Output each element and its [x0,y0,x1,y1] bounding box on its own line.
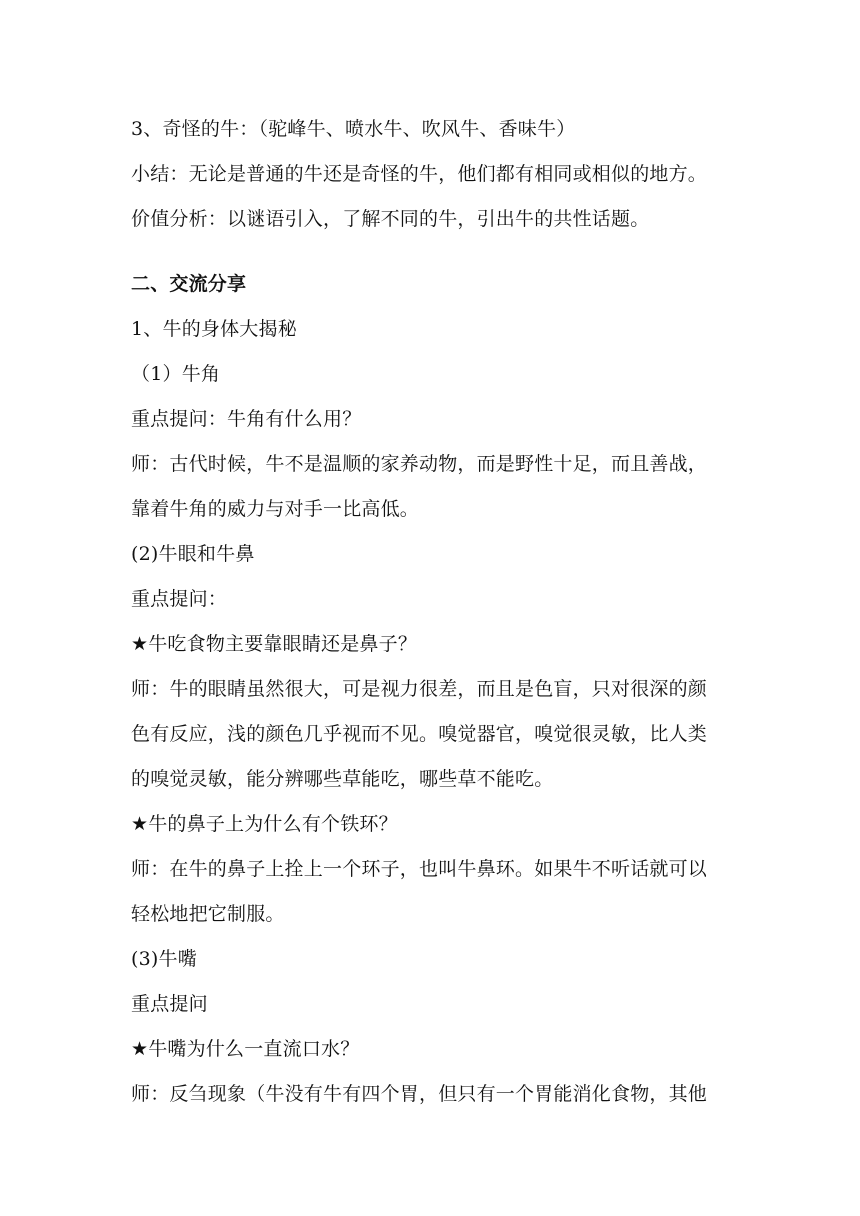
teacher-text-ring-2: 轻松地把它制服。 [131,903,285,925]
question-eye-or-nose: ★牛吃食物主要靠眼睛还是鼻子？ [131,633,418,655]
teacher-text-rumination: 师：反刍现象（牛没有牛有四个胃，但只有一个胃能消化食物，其他 [131,1083,708,1105]
text-line-summary: 小结：无论是普通的牛还是奇怪的牛，他们都有相同或相似的地方。 [131,163,708,185]
teacher-text-ring-1: 师：在牛的鼻子上拴上一个环子，也叫牛鼻环。如果牛不听话就可以 [131,858,708,880]
key-question-mouth: 重点提问 [131,993,208,1015]
text-line-value-analysis: 价值分析：以谜语引入，了解不同的牛，引出牛的共性话题。 [131,208,650,230]
teacher-text-eye-2: 色有反应，浅的颜色几乎视而不见。嗅觉器官，嗅觉很灵敏，比人类 [131,723,708,745]
star-bullet-icon: ★ [131,633,149,655]
teacher-text-eye-3: 的嗅觉灵敏，能分辨哪些草能吃，哪些草不能吃。 [131,768,554,790]
section-heading-exchange-share: 二、交流分享 [131,273,247,295]
key-question-label: 重点提问： [131,588,228,610]
teacher-text-horn-1: 师：古代时候，牛不是温顺的家养动物，而是野性十足，而且善战， [131,453,708,475]
star-bullet-icon: ★ [131,813,149,835]
question-drool: ★牛嘴为什么一直流口水？ [131,1038,360,1060]
teacher-text-horn-2: 靠着牛角的威力与对手一比高低。 [131,498,420,520]
subsection-cattle-body: 1、牛的身体大揭秘 [131,318,297,340]
item-horn: （1）牛角 [131,363,221,385]
item-eye-nose: (2)牛眼和牛鼻 [131,543,255,565]
question-nose-ring: ★牛的鼻子上为什么有个铁环？ [131,813,398,835]
text-line-strange-cattle: 3、奇怪的牛：（驼峰牛、喷水牛、吹风牛、香味牛） [131,118,576,140]
star-bullet-icon: ★ [131,1038,149,1060]
teacher-text-eye-1: 师：牛的眼睛虽然很大，可是视力很差，而且是色盲，只对很深的颜 [131,678,708,700]
key-question-horn: 重点提问：牛角有什么用？ [131,408,362,430]
item-mouth: (3)牛嘴 [131,948,197,970]
